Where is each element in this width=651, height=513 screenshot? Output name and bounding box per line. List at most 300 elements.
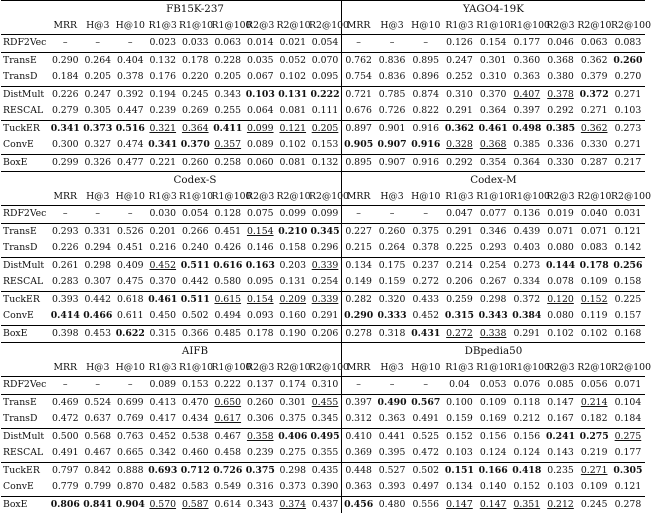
metric-value: 0.226 <box>49 86 82 103</box>
metric-value: 0.147 <box>544 394 578 411</box>
table-row <box>1 103 645 120</box>
metric-value: 0.395 <box>378 447 406 458</box>
metric-value: 0.475 <box>116 276 144 287</box>
model-name: RESCAL <box>3 276 44 287</box>
metric-header: MRR <box>342 18 376 35</box>
metric-value: 0.426 <box>214 242 242 253</box>
metric-header-row <box>1 18 645 35</box>
metric-value: 0.364 <box>179 120 212 137</box>
metric-value: 0.472 <box>412 447 440 458</box>
metric-value: 0.260 <box>244 394 277 411</box>
metric-value: 0.099 <box>279 208 307 219</box>
dataset-title: DBpedia50 <box>342 343 645 360</box>
metric-value: 0.384 <box>512 310 542 321</box>
metric-value: 0.259 <box>443 291 477 308</box>
model-name: TransE <box>1 394 49 411</box>
metric-value: 0.159 <box>378 276 406 287</box>
metric-value: 0.077 <box>479 208 507 219</box>
metric-value: 0.254 <box>311 276 339 287</box>
metric-value: 0.261 <box>49 257 82 274</box>
metric-value: 0.491 <box>412 413 440 424</box>
metric-value: 0.271 <box>611 86 645 103</box>
metric-value: 0.502 <box>181 310 209 321</box>
metric-value: 0.296 <box>311 242 339 253</box>
metric-header: H@3 <box>82 360 115 377</box>
metric-value: 0.290 <box>49 52 82 69</box>
metric-value: 0.726 <box>212 462 245 479</box>
model-name: BoxE <box>1 496 49 513</box>
metric-value: 0.099 <box>311 208 339 219</box>
table-row <box>1 325 645 343</box>
metric-value: 0.291 <box>311 310 339 321</box>
metric-value: 0.103 <box>614 105 642 116</box>
metric-value: 0.121 <box>611 223 645 240</box>
model-name: ConvE <box>3 139 34 150</box>
metric-value: 0.273 <box>611 120 645 137</box>
metric-value: 0.363 <box>513 71 541 82</box>
table-row <box>1 137 645 154</box>
metric-header: R2@10 <box>277 18 310 35</box>
metric-value: – <box>62 208 68 219</box>
metric-value: 0.417 <box>149 413 177 424</box>
metric-value: 0.409 <box>114 257 147 274</box>
metric-value: 0.184 <box>614 413 642 424</box>
metric-header: R2@10 <box>577 189 611 206</box>
metric-value: 0.128 <box>214 208 242 219</box>
metric-value: 0.370 <box>476 86 510 103</box>
metric-value: 0.083 <box>614 37 642 48</box>
metric-value: 0.174 <box>279 379 307 390</box>
metric-value: 0.797 <box>49 462 82 479</box>
metric-header: R2@10 <box>577 360 611 377</box>
metric-value: 0.04 <box>449 379 470 390</box>
metric-value: 0.132 <box>147 52 180 69</box>
metric-header: R1@10 <box>179 360 212 377</box>
metric-value: 0.806 <box>49 496 82 513</box>
metric-value: 0.143 <box>547 447 574 458</box>
model-name: TuckER <box>1 462 49 479</box>
metric-header: R1@100 <box>510 360 544 377</box>
metric-value: 0.491 <box>51 447 79 458</box>
metric-value: 0.111 <box>311 105 339 116</box>
table-row <box>1 394 645 411</box>
metric-value: 0.413 <box>147 394 180 411</box>
metric-value: 0.570 <box>147 496 180 513</box>
metric-value: 0.160 <box>279 310 307 321</box>
metric-value: 0.255 <box>214 105 242 116</box>
metric-value: 0.156 <box>510 428 544 445</box>
metric-value: 0.080 <box>547 310 574 321</box>
metric-value: 0.434 <box>181 413 209 424</box>
header-spacer <box>1 360 49 377</box>
metric-value: 0.178 <box>244 325 277 343</box>
metric-value: 0.480 <box>375 496 409 513</box>
metric-value: 0.215 <box>342 240 376 257</box>
metric-value: 0.351 <box>510 496 544 513</box>
metric-value: 0.272 <box>412 276 440 287</box>
metric-value: 0.699 <box>114 394 147 411</box>
metric-value: – <box>127 208 133 219</box>
metric-value: 0.467 <box>212 428 245 445</box>
metric-value: 0.205 <box>84 71 112 82</box>
metric-value: 0.177 <box>614 447 642 458</box>
metric-value: 0.556 <box>409 496 443 513</box>
metric-value: 0.916 <box>409 154 443 172</box>
metric-value: 0.121 <box>277 120 310 137</box>
metric-value: 0.081 <box>277 154 310 172</box>
metric-header: R1@3 <box>147 18 180 35</box>
metric-value: – <box>127 379 133 390</box>
model-name: TransD <box>3 71 38 82</box>
header-spacer <box>1 18 49 35</box>
metric-header-row <box>1 360 645 377</box>
metric-value: 0.225 <box>611 291 645 308</box>
metric-value: 0.030 <box>149 208 177 219</box>
metric-value: 0.278 <box>342 325 376 343</box>
metric-value: 0.205 <box>309 120 342 137</box>
metric-value: 0.343 <box>478 310 508 321</box>
header-spacer <box>1 172 49 189</box>
table-row <box>1 428 645 445</box>
metric-header: R2@100 <box>309 360 342 377</box>
metric-value: 0.219 <box>580 447 608 458</box>
metric-value: 0.085 <box>547 379 574 390</box>
metric-value: 0.461 <box>147 291 180 308</box>
metric-value: 0.209 <box>277 291 310 308</box>
metric-header: H@10 <box>409 18 443 35</box>
model-name: TransD <box>3 242 38 253</box>
metric-value: 0.121 <box>614 481 642 492</box>
metric-value: 0.221 <box>147 154 180 172</box>
metric-value: 0.769 <box>116 413 144 424</box>
metric-header: R1@100 <box>510 189 544 206</box>
metric-header: H@3 <box>82 18 115 35</box>
metric-value: 0.071 <box>577 223 611 240</box>
metric-header: R2@100 <box>309 189 342 206</box>
metric-value: 0.190 <box>277 325 310 343</box>
table-row <box>1 377 645 395</box>
metric-value: 0.568 <box>82 428 115 445</box>
metric-value: 0.374 <box>277 496 310 513</box>
metric-value: 0.226 <box>51 242 79 253</box>
metric-value: 0.763 <box>114 428 147 445</box>
metric-value: 0.785 <box>375 86 409 103</box>
metric-header: R2@3 <box>244 18 277 35</box>
metric-value: 0.292 <box>547 105 574 116</box>
metric-value: 0.060 <box>244 154 277 172</box>
metric-value: 0.378 <box>544 86 578 103</box>
header-spacer <box>1 189 49 206</box>
metric-value: 0.275 <box>279 447 307 458</box>
metric-value: 0.524 <box>82 394 115 411</box>
metric-value: 0.442 <box>82 291 115 308</box>
metric-header: R1@100 <box>510 18 544 35</box>
metric-value: 0.370 <box>180 139 210 150</box>
metric-value: 0.431 <box>409 325 443 343</box>
metric-value: 0.726 <box>378 105 406 116</box>
metric-value: – <box>389 379 395 390</box>
metric-value: 0.467 <box>84 447 112 458</box>
metric-header: R2@100 <box>309 18 342 35</box>
metric-value: 0.712 <box>179 462 212 479</box>
metric-value: 0.093 <box>246 310 274 321</box>
metric-value: 0.177 <box>513 37 541 48</box>
metric-value: 0.206 <box>446 276 473 287</box>
metric-value: 0.023 <box>149 37 177 48</box>
metric-value: 0.439 <box>510 223 544 240</box>
metric-value: 0.342 <box>149 447 177 458</box>
metric-value: 0.364 <box>510 154 544 172</box>
metric-value: 0.841 <box>82 496 115 513</box>
metric-value: 0.334 <box>513 276 541 287</box>
metric-value: 0.102 <box>544 325 578 343</box>
metric-value: 0.118 <box>510 394 544 411</box>
metric-value: 0.147 <box>443 496 477 513</box>
metric-value: 0.109 <box>476 394 510 411</box>
metric-value: 0.109 <box>580 276 608 287</box>
metric-value: 0.693 <box>147 462 180 479</box>
metric-value: 0.053 <box>479 379 507 390</box>
metric-value: 0.298 <box>277 462 310 479</box>
metric-value: 0.385 <box>513 139 541 150</box>
metric-value: 0.373 <box>279 481 307 492</box>
table-row <box>1 274 645 291</box>
metric-value: 0.279 <box>51 105 79 116</box>
metric-header: H@10 <box>409 189 443 206</box>
table-row <box>1 206 645 224</box>
metric-value: 0.256 <box>611 257 645 274</box>
metric-header: R1@10 <box>476 360 510 377</box>
metric-value: 0.502 <box>409 462 443 479</box>
metric-value: 0.618 <box>114 291 147 308</box>
metric-header: H@3 <box>375 360 409 377</box>
model-name: DistMult <box>1 428 49 445</box>
metric-value: 0.379 <box>580 71 608 82</box>
metric-value: 0.136 <box>513 208 541 219</box>
metric-value: 0.142 <box>614 242 642 253</box>
metric-value: 0.140 <box>479 481 507 492</box>
metric-value: 0.247 <box>443 52 477 69</box>
metric-value: 0.212 <box>513 413 541 424</box>
metric-value: 0.458 <box>214 447 242 458</box>
metric-value: 0.102 <box>577 325 611 343</box>
metric-value: 0.247 <box>82 86 115 103</box>
metric-value: 0.275 <box>577 428 611 445</box>
metric-value: 0.153 <box>181 379 209 390</box>
metric-value: 0.287 <box>577 154 611 172</box>
metric-value: 0.406 <box>277 428 310 445</box>
metric-header: H@3 <box>82 189 115 206</box>
metric-value: 0.372 <box>510 291 544 308</box>
metric-value: 0.341 <box>49 120 82 137</box>
metric-header: MRR <box>342 189 376 206</box>
metric-value: 0.368 <box>544 52 578 69</box>
metric-value: 0.054 <box>181 208 209 219</box>
metric-value: 0.362 <box>443 120 477 137</box>
metric-value: – <box>342 377 376 395</box>
metric-header: R2@3 <box>244 189 277 206</box>
header-spacer <box>1 343 49 360</box>
metric-header: R1@10 <box>179 18 212 35</box>
metric-value: 0.063 <box>214 37 242 48</box>
metric-header: H@10 <box>114 189 147 206</box>
metric-value: 0.158 <box>614 276 642 287</box>
model-name: DistMult <box>1 257 49 274</box>
dataset-title: AIFB <box>49 343 342 360</box>
metric-value: 0.316 <box>246 481 274 492</box>
metric-value: 0.779 <box>51 481 79 492</box>
metric-value: 0.151 <box>443 462 477 479</box>
metric-value: 0.583 <box>181 481 209 492</box>
metric-value: 0.056 <box>580 379 608 390</box>
metric-value: – <box>423 208 429 219</box>
metric-value: 0.451 <box>212 223 245 240</box>
metric-header: R2@100 <box>611 360 645 377</box>
metric-value: 0.452 <box>412 310 440 321</box>
metric-value: 0.124 <box>513 447 541 458</box>
metric-value: 0.318 <box>375 325 409 343</box>
table-row <box>1 257 645 274</box>
metric-value: 0.178 <box>577 257 611 274</box>
metric-value: 0.500 <box>49 428 82 445</box>
metric-value: 0.120 <box>544 291 578 308</box>
model-name: BoxE <box>1 154 49 172</box>
metric-value: 0.216 <box>149 242 177 253</box>
metric-value: 0.156 <box>476 428 510 445</box>
metric-value: 0.460 <box>181 447 209 458</box>
metric-value: 0.368 <box>479 139 507 150</box>
metric-value: 0.154 <box>244 223 277 240</box>
metric-value: 0.282 <box>342 291 376 308</box>
metric-value: 0.270 <box>614 71 642 82</box>
metric-header: H@10 <box>114 360 147 377</box>
metric-value: 0.525 <box>409 428 443 445</box>
metric-value: 0.305 <box>611 462 645 479</box>
metric-value: – <box>389 208 395 219</box>
metric-header: R1@100 <box>212 360 245 377</box>
table-row <box>1 240 645 257</box>
metric-value: 0.321 <box>147 120 180 137</box>
metric-header: R1@10 <box>476 18 510 35</box>
metric-value: – <box>62 37 68 48</box>
metric-value: 0.453 <box>82 325 115 343</box>
metric-value: 0.495 <box>309 428 342 445</box>
metric-value: 0.184 <box>51 71 79 82</box>
metric-value: 0.104 <box>611 394 645 411</box>
metric-value: 0.283 <box>51 276 79 287</box>
metric-value: 0.298 <box>476 291 510 308</box>
metric-value: 0.099 <box>244 120 277 137</box>
metric-value: 0.214 <box>443 257 477 274</box>
metric-value: 0.126 <box>446 37 473 48</box>
metric-value: 0.154 <box>479 37 507 48</box>
metric-value: – <box>127 37 133 48</box>
metric-value: 0.485 <box>212 325 245 343</box>
metric-value: 0.378 <box>412 242 440 253</box>
metric-header: MRR <box>49 18 82 35</box>
metric-value: 0.217 <box>611 154 645 172</box>
metric-value: 0.134 <box>342 257 376 274</box>
metric-value: 0.364 <box>479 105 507 116</box>
metric-header: R1@100 <box>212 18 245 35</box>
metric-header: R1@3 <box>443 360 477 377</box>
metric-value: 0.095 <box>311 71 339 82</box>
table-row <box>1 52 645 69</box>
metric-value: 0.447 <box>116 105 144 116</box>
metric-value: 0.375 <box>244 462 277 479</box>
metric-value: 0.527 <box>375 462 409 479</box>
table-row <box>1 308 645 325</box>
metric-value: 0.205 <box>214 71 242 82</box>
metric-value: 0.498 <box>510 120 544 137</box>
metric-value: 0.146 <box>246 242 274 253</box>
metric-value: 0.222 <box>309 86 342 103</box>
metric-header: R2@3 <box>544 18 578 35</box>
metric-header: R1@3 <box>147 360 180 377</box>
model-name: RDF2Vec <box>3 208 47 219</box>
metric-value: 0.046 <box>547 37 574 48</box>
metric-value: 0.240 <box>181 242 209 253</box>
metric-value: 0.369 <box>342 445 376 462</box>
metric-value: 0.239 <box>246 447 274 458</box>
metric-value: 0.260 <box>179 154 212 172</box>
metric-value: 0.152 <box>577 291 611 308</box>
model-name: TuckER <box>1 291 49 308</box>
metric-value: 0.333 <box>377 310 407 321</box>
metric-value: 0.272 <box>443 325 477 343</box>
metric-value: 0.516 <box>114 120 147 137</box>
metric-value: 0.397 <box>342 394 376 411</box>
metric-value: 0.907 <box>377 139 407 150</box>
metric-value: 0.442 <box>181 276 209 287</box>
metric-value: 0.271 <box>577 462 611 479</box>
metric-value: 0.227 <box>342 223 376 240</box>
metric-value: 0.414 <box>50 310 80 321</box>
metric-value: 0.134 <box>446 481 473 492</box>
metric-value: 0.291 <box>446 105 473 116</box>
metric-value: 0.526 <box>114 223 147 240</box>
metric-value: 0.339 <box>309 257 342 274</box>
metric-value: 0.330 <box>544 154 578 172</box>
metric-value: 0.874 <box>409 86 443 103</box>
metric-value: 0.264 <box>82 52 115 69</box>
metric-value: 0.392 <box>114 86 147 103</box>
metric-value: 0.676 <box>342 103 376 120</box>
metric-value: 0.407 <box>510 86 544 103</box>
metric-value: 0.327 <box>84 139 112 150</box>
metric-value: 0.292 <box>443 154 477 172</box>
metric-value: 0.278 <box>611 496 645 513</box>
metric-header: R1@10 <box>179 189 212 206</box>
metric-value: 0.916 <box>411 139 441 150</box>
metric-value: 0.497 <box>412 481 440 492</box>
metric-value: 0.182 <box>580 413 608 424</box>
metric-value: 0.222 <box>214 379 242 390</box>
metric-value: 0.293 <box>479 242 507 253</box>
metric-value: 0.167 <box>547 413 574 424</box>
metric-value: 0.320 <box>375 291 409 308</box>
metric-value: 0.267 <box>479 276 507 287</box>
metric-value: 0.237 <box>409 257 443 274</box>
metric-value: 0.836 <box>375 52 409 69</box>
model-name: DistMult <box>1 86 49 103</box>
metric-value: 0.895 <box>409 52 443 69</box>
dataset-header-row <box>1 343 645 360</box>
metric-value: 0.014 <box>246 37 274 48</box>
metric-value: 0.617 <box>214 413 242 424</box>
metric-header: R2@10 <box>277 360 310 377</box>
metric-value: 0.466 <box>83 310 113 321</box>
